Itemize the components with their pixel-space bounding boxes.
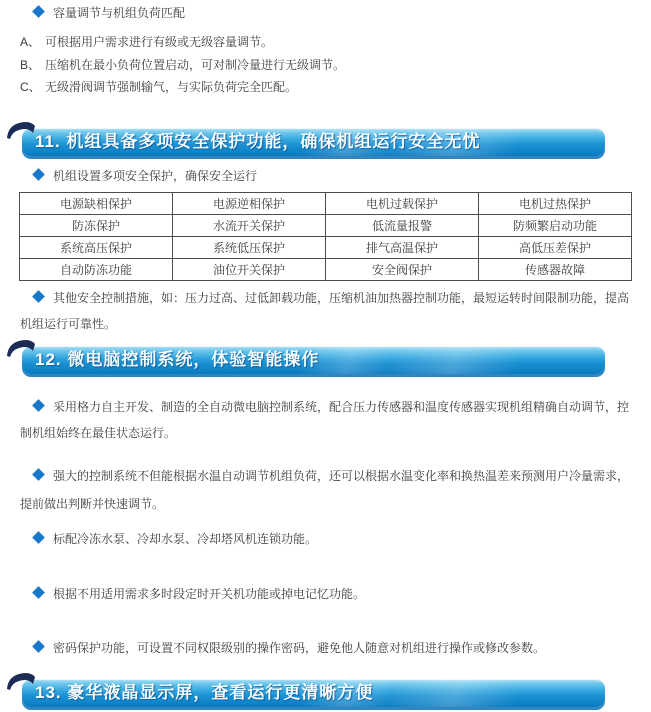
intro-item-b	[20, 58, 651, 72]
table-cell: 防频繁启动功能	[479, 215, 632, 237]
table-cell: 水流开关保护	[173, 215, 326, 237]
table-cell: 油位开关保护	[173, 259, 326, 281]
corner-swoosh-icon	[5, 339, 37, 358]
intro-heading	[20, 6, 651, 20]
control-paragraph	[20, 641, 632, 655]
table-cell: 安全阀保护	[326, 259, 479, 281]
table-cell: 电机过载保护	[326, 193, 479, 215]
section-11-title: 11. 机组具备多项安全保护功能，确保机组运行安全无忧	[22, 128, 605, 156]
diamond-bullet-icon	[32, 168, 45, 181]
paragraph-text: 标配冷冻水泵、冷却水泵、冷却塔风机连锁功能。	[53, 532, 318, 546]
table-cell: 系统高压保护	[20, 237, 173, 259]
table-cell: 排气高温保护	[326, 237, 479, 259]
table-cell: 低流量报警	[326, 215, 479, 237]
section-13-banner	[22, 679, 605, 707]
table-row	[20, 237, 632, 259]
section-13-title: 13. 豪华液晶显示屏，查看运行更清晰方便	[22, 679, 605, 707]
control-paragraph	[20, 394, 632, 446]
diamond-bullet-icon	[32, 290, 45, 303]
diamond-bullet-icon	[32, 586, 45, 599]
paragraph-text: 采用格力自主开发、制造的全自动微电脑控制系统，配合压力传感器和温度传感器实现机组精确自动调节，控制机组始终在最佳状态运行。	[20, 400, 630, 440]
intro-item-c	[20, 80, 651, 94]
section-12-banner	[22, 346, 605, 374]
paragraph-text: 密码保护功能，可设置不同权限级别的操作密码，避免他人随意对机组进行操作或修改参数。	[53, 641, 546, 655]
table-row	[20, 259, 632, 281]
control-paragraph	[20, 462, 632, 518]
safety-note-text: 其他安全控制措施，如：压力过高、过低卸载功能，压缩机油加热器控制功能，最短运转时间限制功能，提高机组运行可靠性。	[20, 291, 630, 331]
safety-subheading	[20, 169, 651, 183]
diamond-bullet-icon	[32, 5, 45, 18]
intro-item-a	[20, 35, 651, 49]
table-cell: 系统低压保护	[173, 237, 326, 259]
safety-subheading-text: 机组设置多项安全保护，确保安全运行	[53, 169, 258, 183]
table-row	[20, 215, 632, 237]
item-letter: A、	[20, 35, 41, 49]
safety-protection-table	[19, 192, 632, 281]
diamond-bullet-icon	[32, 531, 45, 544]
diamond-bullet-icon	[32, 640, 45, 653]
paragraph-text: 强大的控制系统不但能根据水温自动调节机组负荷，还可以根据水温变化率和换热温差来预测用户冷量需求，提前做出判断并快速调节。	[20, 469, 630, 511]
section-12-title: 12. 微电脑控制系统，体验智能操作	[22, 346, 605, 374]
table-cell: 电机过热保护	[479, 193, 632, 215]
table-cell: 高低压差保护	[479, 237, 632, 259]
item-letter: B、	[20, 58, 41, 72]
diamond-bullet-icon	[32, 399, 45, 412]
control-paragraph	[20, 532, 632, 546]
table-cell: 电源缺相保护	[20, 193, 173, 215]
safety-note-paragraph	[20, 285, 632, 337]
table-cell: 防冻保护	[20, 215, 173, 237]
table-row	[20, 193, 632, 215]
control-paragraph	[20, 587, 632, 601]
intro-heading-text: 容量调节与机组负荷匹配	[53, 6, 186, 20]
table-cell: 电源逆相保护	[173, 193, 326, 215]
corner-swoosh-icon	[5, 121, 37, 140]
table-cell: 自动防冻功能	[20, 259, 173, 281]
table-cell: 传感器故障	[479, 259, 632, 281]
paragraph-text: 根据不用适用需求多时段定时开关机功能或掉电记忆功能。	[53, 587, 366, 601]
item-letter: C、	[20, 80, 41, 94]
corner-swoosh-icon	[5, 672, 37, 691]
item-text: 可根据用户需求进行有级或无级容量调节。	[45, 35, 274, 49]
section-11-banner	[22, 128, 605, 156]
item-text: 压缩机在最小负荷位置启动，可对制冷量进行无级调节。	[45, 58, 346, 72]
diamond-bullet-icon	[32, 468, 45, 481]
item-text: 无级滑阀调节强制输气，与实际负荷完全匹配。	[45, 80, 298, 94]
